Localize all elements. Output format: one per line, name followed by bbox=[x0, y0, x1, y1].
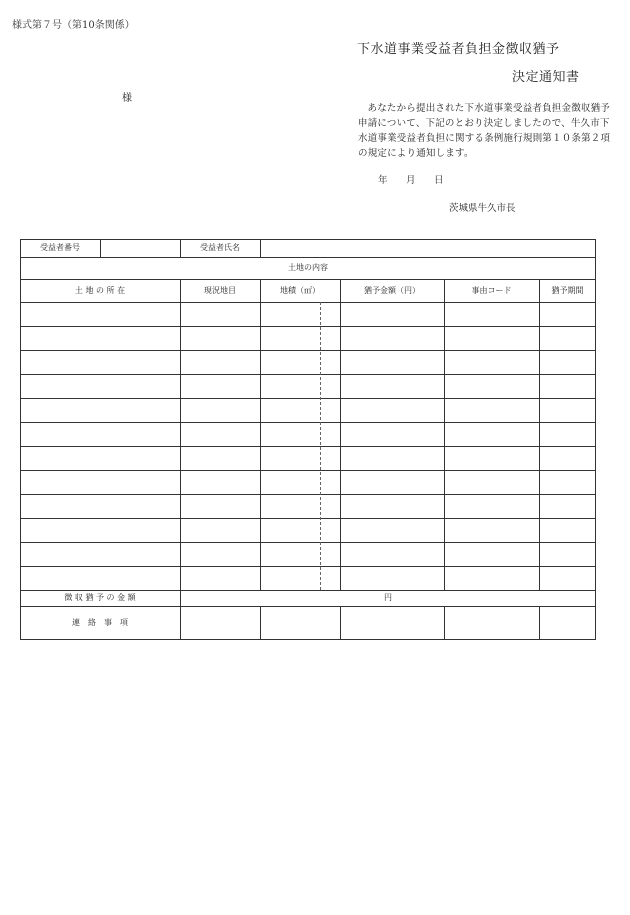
land-details-label: 土地の内容 bbox=[288, 263, 328, 272]
addressee-suffix: 様 bbox=[122, 93, 132, 104]
table-divider bbox=[260, 279, 261, 590]
form-number: 様式第７号（第10条関係） bbox=[12, 20, 135, 31]
date-day: 日 bbox=[434, 175, 444, 186]
table-divider bbox=[340, 279, 341, 590]
table-divider bbox=[539, 279, 540, 590]
table-rule bbox=[20, 446, 596, 447]
table-rule bbox=[20, 606, 596, 607]
document-title-line1: 下水道事業受益者負担金徴収猶予 bbox=[357, 42, 560, 57]
table-rule bbox=[20, 542, 596, 543]
column-header-land-category: 現況地目 bbox=[204, 286, 236, 295]
contact-label: 連 絡 事 項 bbox=[72, 618, 128, 627]
table-rule bbox=[20, 326, 596, 327]
notice-body: あなたから提出された下水道事業受益者負担金徴収猶予申請について、下記のとおり決定しましたので、牛久市下水道事業受益者負担に関する条例施行規則第１０条第２項の規定により通知します。 bbox=[358, 103, 611, 159]
table-divider bbox=[180, 279, 181, 590]
table-rule bbox=[20, 566, 596, 567]
column-header-reason-code: 事由コード bbox=[471, 286, 512, 295]
table-divider bbox=[260, 239, 261, 257]
table-rule bbox=[20, 422, 596, 423]
column-header-area: 地積（㎡） bbox=[280, 286, 320, 295]
table-rule bbox=[20, 257, 596, 258]
table-rule bbox=[20, 398, 596, 399]
table-rule bbox=[20, 302, 596, 303]
table-rule bbox=[20, 518, 596, 519]
table-rule bbox=[20, 590, 596, 591]
column-header-location: 土 地 の 所 在 bbox=[74, 286, 126, 295]
document-title-line2: 決定通知書 bbox=[512, 70, 580, 85]
date-month: 月 bbox=[406, 175, 416, 186]
table-rule bbox=[20, 279, 596, 280]
table-rule bbox=[20, 494, 596, 495]
land-details-table bbox=[20, 239, 596, 640]
table-rule bbox=[20, 374, 596, 375]
table-rule bbox=[20, 470, 596, 471]
table-rule bbox=[20, 350, 596, 351]
table-divider bbox=[100, 239, 101, 257]
table-divider bbox=[260, 606, 261, 640]
column-header-deferral-period: 猶予期間 bbox=[551, 286, 584, 295]
table-divider bbox=[444, 606, 445, 640]
beneficiary-name-label: 受益者氏名 bbox=[200, 243, 240, 252]
table-divider bbox=[340, 606, 341, 640]
column-header-deferral-amount: 猶予金額（円） bbox=[364, 286, 420, 295]
issuer: 茨城県牛久市長 bbox=[449, 203, 516, 214]
beneficiary-number-label: 受益者番号 bbox=[40, 243, 80, 252]
table-divider bbox=[444, 279, 445, 590]
yen-unit: 円 bbox=[384, 593, 392, 602]
table-divider bbox=[180, 606, 181, 640]
date-year: 年 bbox=[378, 175, 388, 186]
table-divider bbox=[539, 606, 540, 640]
deferral-amount-label: 徴 収 猶 予 の 金 額 bbox=[64, 593, 136, 602]
table-divider bbox=[320, 302, 321, 590]
date-line bbox=[378, 172, 444, 186]
